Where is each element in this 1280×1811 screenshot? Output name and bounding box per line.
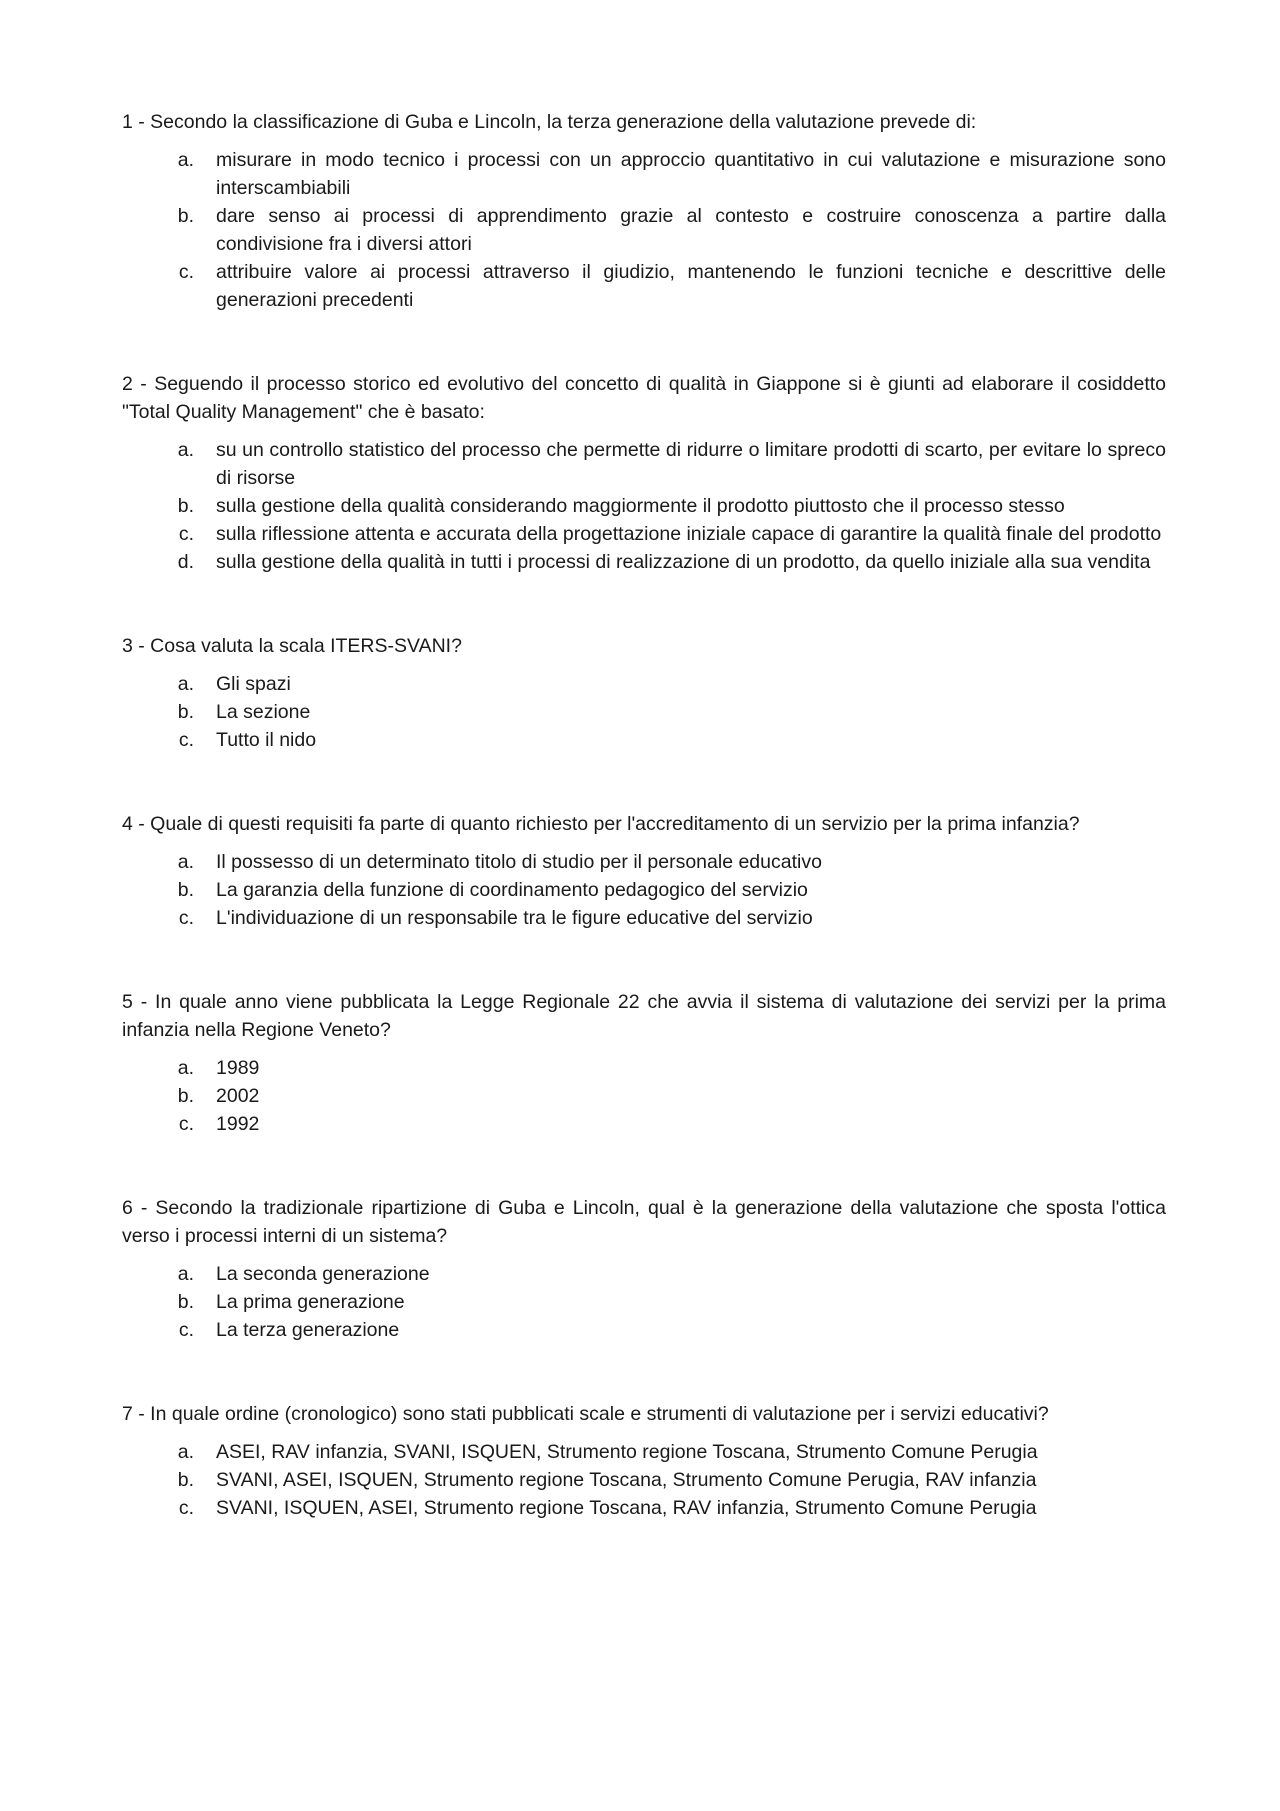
option-letter: c. bbox=[178, 1319, 194, 1341]
option-a bbox=[122, 848, 1166, 876]
option-text: 1992 bbox=[216, 1113, 260, 1135]
question-5 bbox=[122, 988, 1166, 1138]
option-d bbox=[122, 548, 1166, 576]
option-letter: c. bbox=[178, 261, 194, 283]
option-text: attribuire valore ai processi attraverso il giudizio, mantenendo le funzioni tecniche e descrittive delle generazioni precedenti bbox=[216, 261, 1166, 311]
option-text: dare senso ai processi di apprendimento grazie al contesto e costruire conoscenza a partire dalla condivisione fra i diversi attori bbox=[216, 205, 1166, 255]
option-letter: a. bbox=[177, 1263, 194, 1285]
question-4 bbox=[122, 810, 1166, 932]
option-text: La sezione bbox=[216, 701, 311, 723]
option-text: SVANI, ISQUEN, ASEI, Strumento regione Toscana, RAV infanzia, Strumento Comune Perugia bbox=[216, 1497, 1037, 1519]
options-list bbox=[122, 1438, 1166, 1522]
question-text: 1 - Secondo la classificazione di Guba e Lincoln, la terza generazione della valutazione prevede di: bbox=[122, 111, 977, 133]
question-6 bbox=[122, 1194, 1166, 1344]
option-letter: b. bbox=[177, 495, 194, 517]
question-text: 2 - Seguendo il processo storico ed evolutivo del concetto di qualità in Giappone si è giunti ad elaborare il cosiddetto "Total Quality Management" che è basato: bbox=[122, 373, 1166, 423]
option-letter: c. bbox=[178, 907, 194, 929]
option-text: L'individuazione di un responsabile tra le figure educative del servizio bbox=[216, 907, 813, 929]
question-text: 6 - Secondo la tradizionale ripartizione di Guba e Lincoln, qual è la generazione della valutazione che sposta l'ottica verso i processi interni di un sistema? bbox=[122, 1197, 1166, 1247]
option-b bbox=[122, 698, 1166, 726]
option-b bbox=[122, 1288, 1166, 1316]
option-letter: b. bbox=[177, 701, 194, 723]
options-list bbox=[122, 670, 1166, 754]
options-list bbox=[122, 1260, 1166, 1344]
option-text: La garanzia della funzione di coordinamento pedagogico del servizio bbox=[216, 879, 808, 901]
option-letter: b. bbox=[177, 1291, 194, 1313]
options-list bbox=[122, 848, 1166, 932]
option-letter: a. bbox=[177, 439, 194, 461]
option-text: Il possesso di un determinato titolo di studio per il personale educativo bbox=[216, 851, 822, 873]
option-letter: c. bbox=[178, 1497, 194, 1519]
option-a bbox=[122, 146, 1166, 202]
option-b bbox=[122, 1082, 1166, 1110]
option-text: ASEI, RAV infanzia, SVANI, ISQUEN, Strumento regione Toscana, Strumento Comune Perugia bbox=[216, 1441, 1038, 1463]
option-c bbox=[122, 726, 1166, 754]
option-letter: d. bbox=[177, 551, 194, 573]
option-letter: a. bbox=[177, 851, 194, 873]
option-text: sulla gestione della qualità in tutti i processi di realizzazione di un prodotto, da quello iniziale alla sua vendita bbox=[216, 551, 1151, 573]
option-a bbox=[122, 1260, 1166, 1288]
option-c bbox=[122, 1110, 1166, 1138]
option-text: su un controllo statistico del processo che permette di ridurre o limitare prodotti di scarto, per evitare lo spreco di risorse bbox=[216, 439, 1166, 489]
option-b bbox=[122, 202, 1166, 258]
question-3 bbox=[122, 632, 1166, 754]
option-c bbox=[122, 258, 1166, 314]
option-a bbox=[122, 670, 1166, 698]
question-text: 3 - Cosa valuta la scala ITERS-SVANI? bbox=[122, 635, 462, 657]
question-text: 4 - Quale di questi requisiti fa parte di quanto richiesto per l'accreditamento di un servizio per la prima infanzia? bbox=[122, 813, 1080, 835]
option-text: 2002 bbox=[216, 1085, 260, 1107]
option-b bbox=[122, 876, 1166, 904]
question-text: 7 - In quale ordine (cronologico) sono stati pubblicati scale e strumenti di valutazione per i servizi educativi? bbox=[122, 1403, 1049, 1425]
option-c bbox=[122, 1494, 1166, 1522]
option-letter: a. bbox=[177, 1441, 194, 1463]
option-letter: b. bbox=[177, 1469, 194, 1491]
option-text: La terza generazione bbox=[216, 1319, 400, 1341]
option-letter: b. bbox=[177, 879, 194, 901]
option-text: SVANI, ASEI, ISQUEN, Strumento regione Toscana, Strumento Comune Perugia, RAV infanzia bbox=[216, 1469, 1037, 1491]
option-letter: c. bbox=[178, 523, 194, 545]
option-letter: a. bbox=[177, 673, 194, 695]
options-list bbox=[122, 1054, 1166, 1138]
option-text: 1989 bbox=[216, 1057, 260, 1079]
option-b bbox=[122, 492, 1166, 520]
option-text: Gli spazi bbox=[216, 673, 291, 695]
option-b bbox=[122, 1466, 1166, 1494]
options-list bbox=[122, 436, 1166, 576]
option-letter: a. bbox=[177, 149, 194, 171]
option-letter: b. bbox=[177, 205, 194, 227]
question-text: 5 - In quale anno viene pubblicata la Legge Regionale 22 che avvia il sistema di valutazione dei servizi per la prima infanzia nella Regione Veneto? bbox=[122, 991, 1166, 1041]
option-text: sulla gestione della qualità considerando maggiormente il prodotto piuttosto che il processo stesso bbox=[216, 495, 1065, 517]
option-text: sulla riflessione attenta e accurata della progettazione iniziale capace di garantire la qualità finale del prodotto bbox=[216, 523, 1162, 545]
option-a bbox=[122, 1054, 1166, 1082]
option-c bbox=[122, 1316, 1166, 1344]
option-c bbox=[122, 904, 1166, 932]
question-1 bbox=[122, 108, 1166, 314]
option-text: La prima generazione bbox=[216, 1291, 405, 1313]
option-letter: c. bbox=[178, 1113, 194, 1135]
options-list bbox=[122, 146, 1166, 314]
option-text: La seconda generazione bbox=[216, 1263, 430, 1285]
option-letter: b. bbox=[177, 1085, 194, 1107]
option-letter: a. bbox=[177, 1057, 194, 1079]
question-7 bbox=[122, 1400, 1166, 1522]
option-a bbox=[122, 436, 1166, 492]
option-c bbox=[122, 520, 1166, 548]
question-2 bbox=[122, 370, 1166, 576]
option-text: Tutto il nido bbox=[216, 729, 317, 751]
option-text: misurare in modo tecnico i processi con un approccio quantitativo in cui valutazione e misurazione sono interscambiabili bbox=[216, 149, 1166, 199]
option-letter: c. bbox=[178, 729, 194, 751]
quiz-document bbox=[122, 108, 1166, 1522]
option-a bbox=[122, 1438, 1166, 1466]
